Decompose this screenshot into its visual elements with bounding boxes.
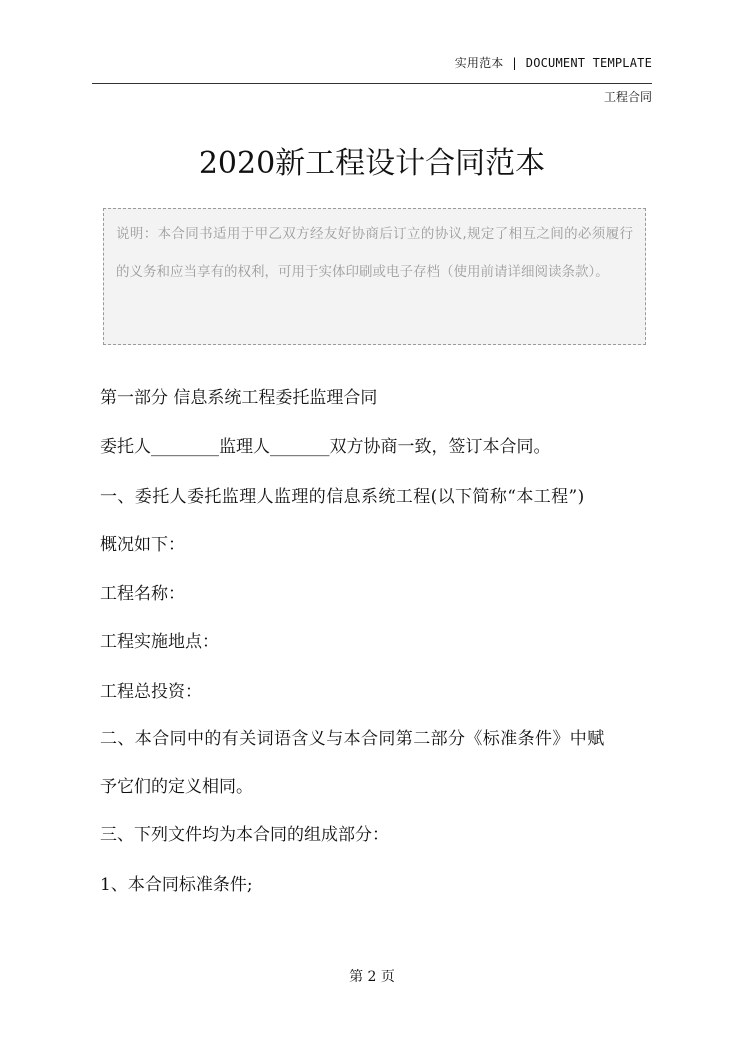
paragraph-part-one: 第一部分 信息系统工程委托监理合同 xyxy=(100,388,378,408)
paragraph-total-investment: 工程总投资： xyxy=(100,682,202,702)
paragraph-parties: 委托人________监理人_______双方协商一致，签订本合同。 xyxy=(100,437,551,457)
paragraph-overview: 概况如下： xyxy=(100,535,185,555)
document-title: 2020新工程设计合同范本 xyxy=(198,146,546,181)
header-brand: 实用范本 | DOCUMENT TEMPLATE xyxy=(454,56,652,70)
header-divider xyxy=(92,83,652,84)
paragraph-item-one: 1、本合同标准条件; xyxy=(100,875,253,895)
paragraph-project-location: 工程实施地点： xyxy=(100,632,219,652)
note-text: 说明：本合同书适用于甲乙双方经友好协商后订立的协议,规定了相互之间的必须履行的义务和应当享有的权利，可用于实体印刷或电子存档（使用前请详细阅读条款）。 xyxy=(116,226,633,280)
note-box xyxy=(103,208,646,345)
paragraph-clause-two: 二、本合同中的有关词语含义与本合同第二部分《标准条件》中赋 xyxy=(100,729,605,749)
paragraph-project-name: 工程名称： xyxy=(100,584,185,604)
paragraph-clause-three: 三、下列文件均为本合同的组成部分： xyxy=(100,825,389,845)
paragraph-clause-two-cont: 予它们的定义相同。 xyxy=(100,777,253,797)
header-category: 工程合同 xyxy=(603,90,652,104)
paragraph-clause-one: 一、委托人委托监理人监理的信息系统工程(以下简称“本工程”) xyxy=(100,487,585,507)
page-number: 第 2 页 xyxy=(349,969,395,985)
